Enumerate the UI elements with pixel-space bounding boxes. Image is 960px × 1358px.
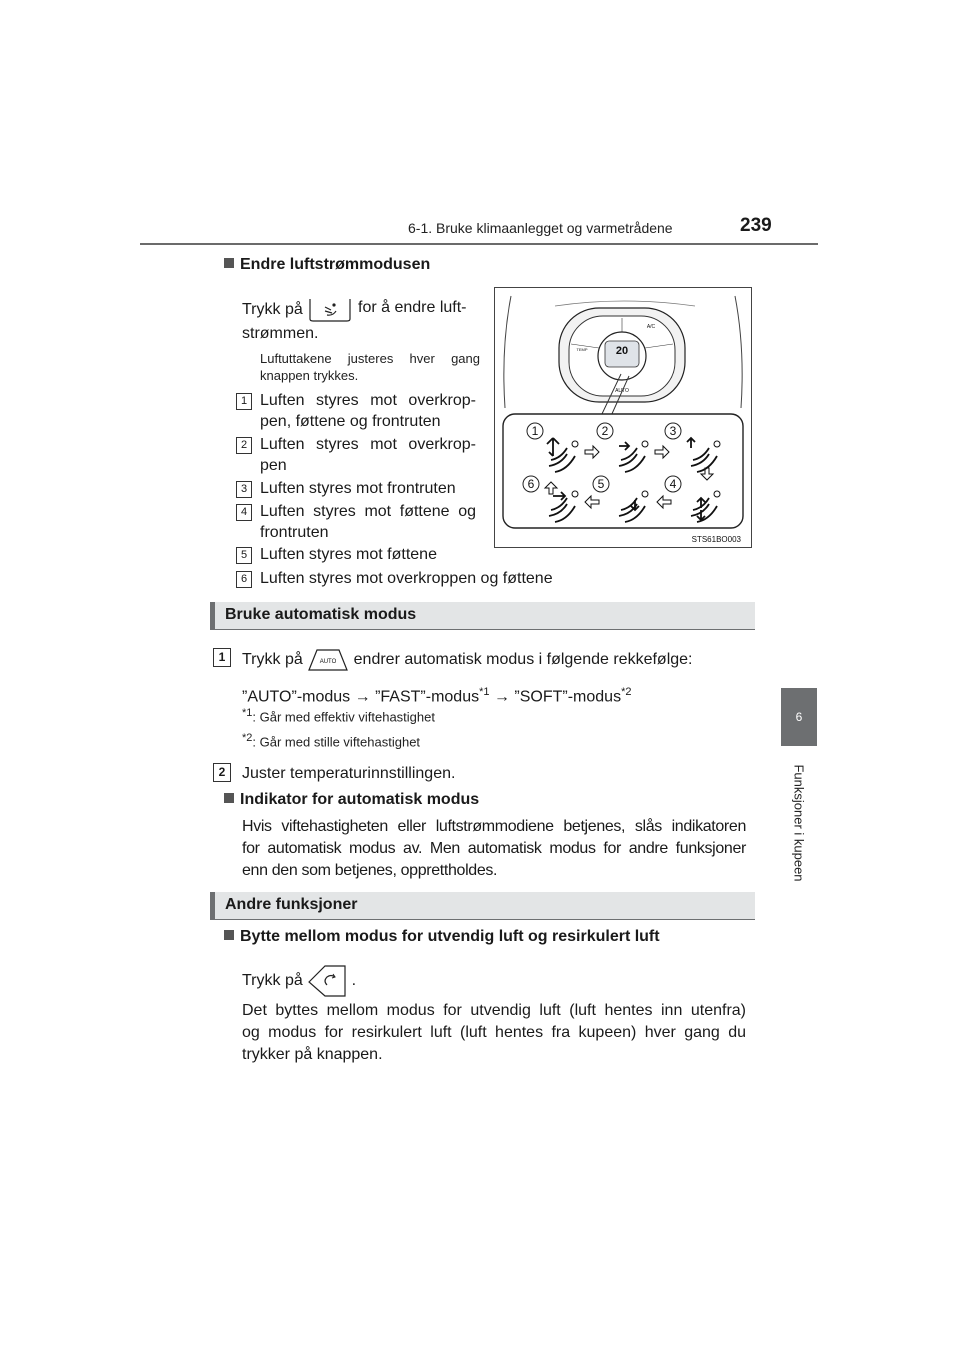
airflow-instruction-cont: strømmen.	[242, 325, 319, 342]
indicator-description: Hvis viftehastigheten eller luftstrømmodiene betjenes, slås indikatoren for automatisk modus av. Men automatisk modus for andre funksjoner enn den som betjenes, opprettholdes.	[242, 818, 746, 879]
airflow-mode-diagram	[494, 287, 752, 548]
list-item: 3 Luften styres mot frontruten	[236, 478, 486, 499]
auto-mode-sequence: ”AUTO”-modus → ”FAST”-modus$^{*1}$ → ”SOFT”-modus$^{*2}$	[242, 686, 632, 706]
chapter-label: Funksjoner i kupeen	[791, 763, 807, 882]
section-heading-airflow: Endre luftstrømmodusen	[224, 256, 430, 274]
page-number: 239	[740, 215, 772, 236]
temperature-step: Juster temperaturinnstillingen.	[242, 765, 456, 782]
svg-text:AUTO: AUTO	[615, 388, 629, 394]
item-number-badge: 6	[236, 571, 252, 588]
item-number-badge: 1	[236, 393, 252, 410]
recirculation-button-icon	[307, 964, 347, 998]
header-rule	[140, 243, 818, 245]
airflow-mode-button-icon	[307, 297, 353, 323]
item-number-badge: 2	[236, 437, 252, 454]
list-item: 2 Luften styres mot overkrop- pen	[236, 434, 486, 455]
section-rule	[210, 629, 755, 630]
item-number-badge: 4	[236, 504, 252, 521]
section-bar-auto-mode: Bruke automatisk modus	[210, 602, 755, 629]
list-item: 5 Luften styres mot føttene	[236, 544, 486, 565]
square-bullet-icon	[224, 793, 234, 803]
list-item: 6 Luften styres mot overkroppen og føttene	[236, 568, 636, 589]
svg-text:20: 20	[615, 345, 629, 357]
airflow-note: Luftuttakene justeres hver gang knappen trykkes.	[260, 351, 480, 383]
recirculation-description: Det byttes mellom modus for utvendig luft (luft hentes inn utenfra) og modus for resirkulert luft (luft hentes fra kupeen) hver gang du trykker på knappen.	[242, 1002, 746, 1063]
svg-text:5: 5	[597, 477, 605, 491]
item-number-badge: 3	[236, 481, 252, 498]
section-heading-recirculation: Bytte mellom modus for utvendig luft og resirkulert luft	[224, 928, 660, 946]
running-header: 6-1. Bruke klimaanlegget og varmetrådene	[408, 220, 673, 236]
list-item: 1 Luften styres mot overkrop- pen, føttene og frontruten	[236, 390, 486, 411]
svg-text:6: 6	[527, 477, 535, 491]
auto-mode-instruction: Trykk på AUTO endrer automatisk modus i følgende rekkefølge:	[242, 648, 762, 672]
chapter-tab: 6	[781, 688, 817, 746]
section-rule	[210, 919, 755, 920]
svg-text:TEMP: TEMP	[576, 347, 588, 352]
square-bullet-icon	[224, 930, 234, 940]
climate-panel-illustration	[495, 288, 751, 547]
recirculation-instruction: Trykk på .	[242, 964, 356, 998]
svg-text:1: 1	[531, 424, 539, 438]
section-bar-other-functions: Andre funksjoner	[210, 892, 755, 919]
svg-text:STS61BO003: STS61BO003	[691, 535, 741, 544]
footnote-2: $^{*2}$: Går med stille viftehastighet	[242, 732, 421, 750]
step-number-2: 2	[213, 763, 231, 782]
list-item: 4 Luften styres mot føttene og frontruten	[236, 501, 486, 522]
svg-text:2: 2	[601, 424, 609, 438]
step-number-1: 1	[213, 648, 231, 667]
square-bullet-icon	[224, 258, 234, 268]
item-number-badge: 5	[236, 547, 252, 564]
svg-text:AUTO: AUTO	[319, 659, 337, 665]
auto-button-icon	[307, 648, 349, 672]
airflow-instruction: Trykk på for å endre luft-	[242, 297, 478, 323]
footnote-1: $^{*1}$: Går med effektiv viftehastighet	[242, 707, 435, 725]
svg-text:3: 3	[669, 424, 677, 438]
section-heading-indicator: Indikator for automatisk modus	[224, 791, 479, 809]
svg-text:A/C: A/C	[646, 324, 656, 330]
svg-text:4: 4	[669, 477, 677, 491]
